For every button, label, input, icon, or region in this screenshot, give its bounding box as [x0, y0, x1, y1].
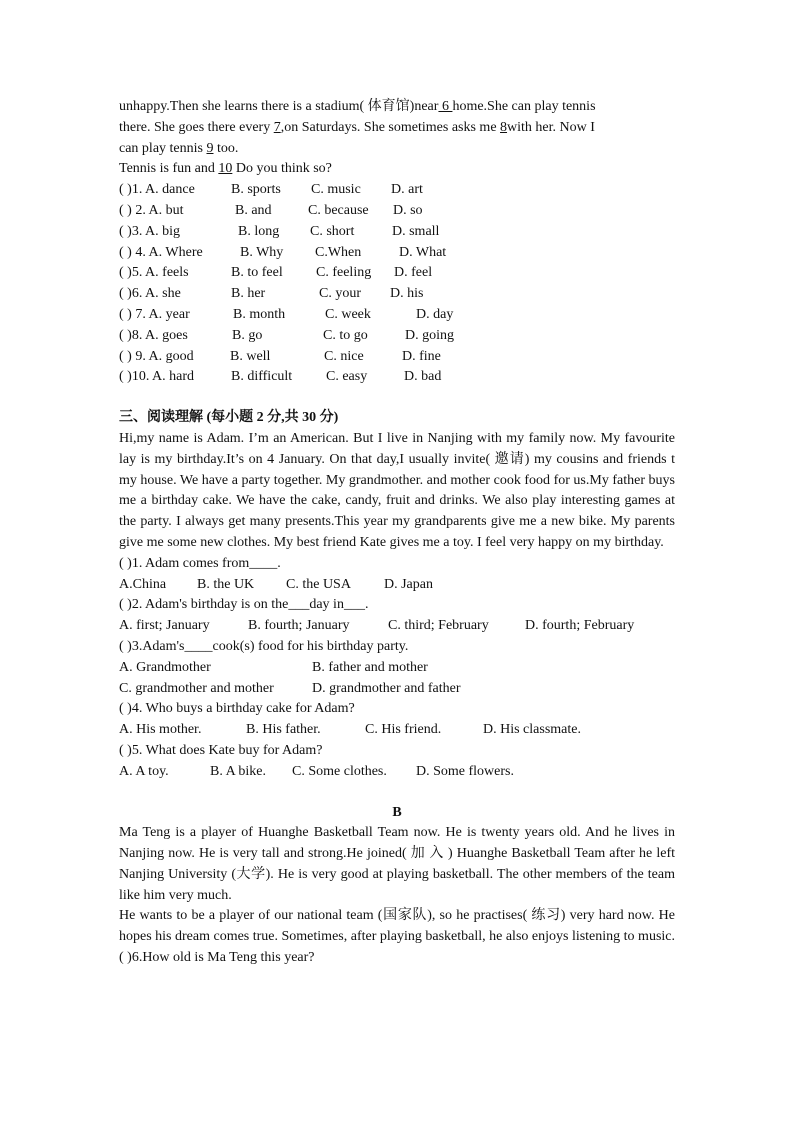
question-4-options: A. His mother. B. His father. C. His friend. D. His classmate. — [119, 722, 581, 738]
cloze-option-row-6: ( )6. A. she B. her C. your D. his — [119, 286, 424, 302]
question-4: ( )4. Who buys a birthday cake for Adam? — [119, 701, 355, 717]
blank-10: 10 — [218, 161, 233, 177]
passage-b-paragraph-2: He wants to be a player of our national team (国家队), so he practises( 练习) very hard now. He hopes his dream comes true. Sometimes, after playing basketball, he also enjoys listening to music. — [119, 908, 675, 945]
cloze-option-row-3: ( )3. A. big B. long C. short D. small — [119, 223, 440, 239]
question-2-options: A. first; January B. fourth; January C. third; February D. fourth; February — [119, 618, 635, 634]
cloze-options — [119, 180, 675, 388]
cloze-line-4: Tennis is fun and 10 Do you think so? — [119, 161, 332, 177]
cloze-line-3: can play tennis 9 too. — [119, 140, 239, 156]
blank-9: 9 — [206, 140, 214, 156]
section-title: 三、阅读理解 (每小题 2 分,共 30 分) — [119, 410, 339, 426]
cloze-option-row-1: ( )1. A. dance B. sports C. music D. art — [119, 182, 423, 198]
passage-b-paragraph-1: Ma Teng is a player of Huanghe Basketball Team now. He is twenty years old. And he lives in Nanjing now. He is very tall and strong.He joined( 加 入 ) Huanghe Basketball Team after he left Nanjing University (大学). He is very good at playing basketball. The other members of the team like him very much. — [119, 825, 675, 903]
cloze-option-row-2: ( ) 2. A. but B. and C. because D. so — [119, 202, 423, 218]
question-2: ( )2. Adam's birthday is on the___day in___. — [119, 597, 369, 613]
question-3: ( )3.Adam's____cook(s) food for his birthday party. — [119, 638, 409, 654]
cloze-line-1: unhappy.Then she learns there is a stadium( 体育馆)near 6 home.She can play tennis — [119, 99, 596, 114]
blank-6: 6 — [438, 99, 453, 114]
question-3-options-1: A. Grandmother B. father and mother — [119, 659, 428, 675]
cloze-option-row-8: ( )8. A. goes B. go C. to go D. going — [119, 327, 454, 343]
cloze-line-2: there. She goes there every 7,on Saturdays. She sometimes asks me 8with her. Now I — [119, 119, 595, 135]
cloze-option-row-9: ( ) 9. A. good B. well C. nice D. fine — [119, 348, 441, 364]
question-1: ( )1. Adam comes from____. — [119, 555, 281, 571]
question-5-options: A. A toy. B. A bike. C. Some clothes. D. Some flowers. — [119, 763, 514, 779]
question-5: ( )5. What does Kate buy for Adam? — [119, 742, 323, 758]
cloze-option-row-10: ( )10. A. hard B. difficult C. easy D. bad — [119, 369, 442, 385]
question-6: ( )6.How old is Ma Teng this year? — [119, 950, 315, 966]
passage-a: Hi,my name is Adam. I’m an American. But I live in Nanjing with my family now. My favourite lay is my birthday.It’s on 4 January. On that day,I usually invite( 邀请) my cousins and friends t my house. We have a party together. My grandmother. and mother cook food for us.My father buys me a birthday cake. We have the cake, candy, fruit and drinks. We also play interesting games at the party. I always get many presents.This year my grandparents give me a new bike. My parents give me some new clothes. My best friend Kate gives me a toy. I feel very happy on my birthday. — [119, 430, 675, 550]
cloze-option-row-7: ( ) 7. A. year B. month C. week D. day — [119, 306, 454, 322]
passage-b-title: B — [392, 804, 402, 820]
question-3-options-2: C. grandmother and mother D. grandmother and father — [119, 680, 461, 696]
blank-7: 7 — [273, 119, 281, 135]
blank-8: 8 — [500, 119, 508, 135]
cloze-option-row-4: ( ) 4. A. Where B. Why C.When D. What — [119, 244, 447, 260]
document-content — [119, 97, 675, 969]
question-1-options: A.China B. the UK C. the USA D. Japan — [119, 576, 433, 592]
cloze-option-row-5: ( )5. A. feels B. to feel C. feeling D. feel — [119, 265, 433, 281]
